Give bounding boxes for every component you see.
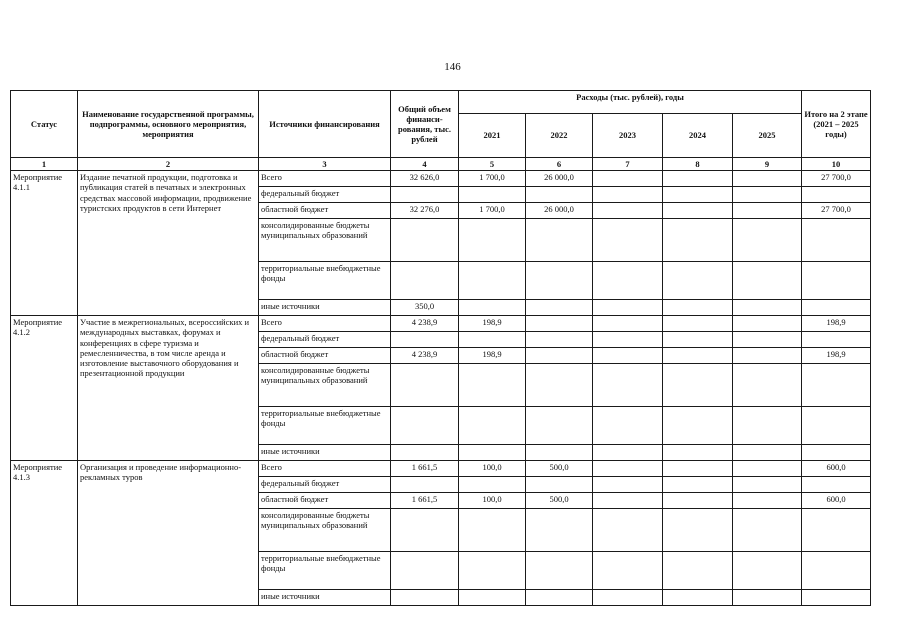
- amount-y2023: [593, 461, 663, 477]
- amount-y2022: [526, 219, 593, 262]
- amount-y2021: [459, 590, 526, 606]
- amount-y2021: [459, 300, 526, 316]
- header-year: 2022: [526, 114, 593, 158]
- amount-y2023: [593, 300, 663, 316]
- column-number: 5: [459, 158, 526, 171]
- header-year: 2024: [663, 114, 733, 158]
- funding-source: Всего: [259, 171, 391, 187]
- table-row: [11, 316, 871, 332]
- amount-y2025: [733, 552, 802, 590]
- column-number: 4: [391, 158, 459, 171]
- amount-y2023: [593, 262, 663, 300]
- table-body: [11, 171, 871, 606]
- funding-source: Всего: [259, 461, 391, 477]
- amount-y2023: [593, 219, 663, 262]
- header-name: Наименование государственной программы, подпрограммы, основного мероприятия, мероприятия: [78, 91, 259, 158]
- funding-source: федеральный бюджет: [259, 332, 391, 348]
- amount-y2025: [733, 300, 802, 316]
- amount-y2021: 1 700,0: [459, 171, 526, 187]
- amount-y2025: [733, 493, 802, 509]
- amount-y2022: [526, 187, 593, 203]
- header-year: 2025: [733, 114, 802, 158]
- amount-y2022: [526, 300, 593, 316]
- amount-stage: [802, 187, 871, 203]
- amount-y2023: [593, 316, 663, 332]
- header-status: Статус: [11, 91, 78, 158]
- amount-stage: 27 700,0: [802, 171, 871, 187]
- amount-y2023: [593, 332, 663, 348]
- amount-y2022: [526, 407, 593, 445]
- amount-y2021: [459, 445, 526, 461]
- amount-y2025: [733, 171, 802, 187]
- amount-y2022: [526, 262, 593, 300]
- amount-total: [391, 262, 459, 300]
- amount-y2022: [526, 348, 593, 364]
- amount-y2025: [733, 348, 802, 364]
- amount-stage: [802, 590, 871, 606]
- amount-y2024: [663, 203, 733, 219]
- amount-y2025: [733, 407, 802, 445]
- funding-source: областной бюджет: [259, 348, 391, 364]
- funding-source: территориальные внебюджетные фонды: [259, 552, 391, 590]
- funding-source: территориальные внебюджетные фонды: [259, 262, 391, 300]
- amount-y2024: [663, 316, 733, 332]
- amount-y2021: [459, 364, 526, 407]
- amount-y2025: [733, 187, 802, 203]
- amount-y2025: [733, 219, 802, 262]
- amount-total: [391, 332, 459, 348]
- amount-y2024: [663, 187, 733, 203]
- column-number: 9: [733, 158, 802, 171]
- amount-total: 32 626,0: [391, 171, 459, 187]
- funding-source: территориальные внебюджетные фонды: [259, 407, 391, 445]
- amount-stage: [802, 445, 871, 461]
- amount-total: [391, 590, 459, 606]
- page-number: 146: [444, 61, 461, 73]
- measure-status: Мероприятие 4.1.3: [11, 461, 78, 606]
- amount-y2023: [593, 552, 663, 590]
- amount-y2022: 500,0: [526, 493, 593, 509]
- amount-y2024: [663, 348, 733, 364]
- amount-y2021: 100,0: [459, 493, 526, 509]
- amount-y2024: [663, 509, 733, 552]
- amount-total: 4 238,9: [391, 348, 459, 364]
- column-number: 10: [802, 158, 871, 171]
- amount-y2024: [663, 262, 733, 300]
- amount-y2021: [459, 477, 526, 493]
- header-year: 2021: [459, 114, 526, 158]
- measure-name: Издание печатной продукции, подготовка и публикация статей в печатных и электронных средствах массовой информации, продвижение туристских продуктов в сети Интернет: [78, 171, 259, 316]
- header-total-volume: Общий объем финанси-рования, тыс. рублей: [391, 91, 459, 158]
- amount-total: [391, 364, 459, 407]
- amount-stage: [802, 407, 871, 445]
- financing-table: [10, 90, 871, 606]
- amount-y2023: [593, 364, 663, 407]
- column-number: 2: [78, 158, 259, 171]
- amount-stage: 27 700,0: [802, 203, 871, 219]
- amount-y2021: [459, 552, 526, 590]
- amount-y2023: [593, 187, 663, 203]
- amount-y2025: [733, 364, 802, 407]
- column-number: 1: [11, 158, 78, 171]
- measure-name: Организация и проведение информационно-рекламных туров: [78, 461, 259, 606]
- amount-y2025: [733, 203, 802, 219]
- funding-source: консолидированные бюджеты муниципальных образований: [259, 364, 391, 407]
- funding-source: Всего: [259, 316, 391, 332]
- funding-source: федеральный бюджет: [259, 187, 391, 203]
- amount-y2022: [526, 477, 593, 493]
- amount-y2021: [459, 407, 526, 445]
- funding-source: областной бюджет: [259, 493, 391, 509]
- measure-status: Мероприятие 4.1.1: [11, 171, 78, 316]
- amount-y2024: [663, 590, 733, 606]
- amount-y2022: [526, 590, 593, 606]
- amount-y2025: [733, 590, 802, 606]
- amount-total: [391, 509, 459, 552]
- amount-y2022: 26 000,0: [526, 203, 593, 219]
- funding-source: федеральный бюджет: [259, 477, 391, 493]
- amount-y2023: [593, 203, 663, 219]
- funding-source: иные источники: [259, 300, 391, 316]
- amount-y2021: [459, 262, 526, 300]
- amount-total: [391, 477, 459, 493]
- amount-y2021: 100,0: [459, 461, 526, 477]
- amount-y2022: [526, 552, 593, 590]
- amount-y2023: [593, 590, 663, 606]
- amount-stage: [802, 332, 871, 348]
- amount-y2023: [593, 407, 663, 445]
- amount-y2022: [526, 364, 593, 407]
- amount-stage: 198,9: [802, 316, 871, 332]
- header-year: 2023: [593, 114, 663, 158]
- header-expenses: Расходы (тыс. рублей), годы: [459, 91, 802, 114]
- table-row: [11, 171, 871, 187]
- amount-y2024: [663, 445, 733, 461]
- amount-y2025: [733, 445, 802, 461]
- measure-name: Участие в межрегиональных, всероссийских и международных выставках, форумах и конференциях в сфере туризма и ремесленничества, в том числе аренда и изготовление выставочного оборудования и презентационной продукции: [78, 316, 259, 461]
- amount-total: 350,0: [391, 300, 459, 316]
- amount-stage: [802, 300, 871, 316]
- funding-source: консолидированные бюджеты муниципальных образований: [259, 219, 391, 262]
- amount-total: [391, 445, 459, 461]
- amount-y2025: [733, 262, 802, 300]
- amount-y2021: 198,9: [459, 348, 526, 364]
- amount-y2025: [733, 461, 802, 477]
- amount-stage: [802, 477, 871, 493]
- amount-y2023: [593, 171, 663, 187]
- funding-source: иные источники: [259, 445, 391, 461]
- column-number: 8: [663, 158, 733, 171]
- funding-source: консолидированные бюджеты муниципальных образований: [259, 509, 391, 552]
- column-number: 3: [259, 158, 391, 171]
- amount-y2023: [593, 348, 663, 364]
- amount-y2021: 1 700,0: [459, 203, 526, 219]
- amount-y2024: [663, 364, 733, 407]
- amount-y2022: 26 000,0: [526, 171, 593, 187]
- amount-y2021: [459, 219, 526, 262]
- amount-y2024: [663, 552, 733, 590]
- amount-stage: [802, 552, 871, 590]
- amount-y2021: [459, 187, 526, 203]
- amount-y2021: [459, 332, 526, 348]
- amount-y2025: [733, 332, 802, 348]
- column-number: 7: [593, 158, 663, 171]
- amount-stage: 600,0: [802, 461, 871, 477]
- amount-y2025: [733, 477, 802, 493]
- amount-y2024: [663, 407, 733, 445]
- amount-total: [391, 552, 459, 590]
- amount-y2023: [593, 509, 663, 552]
- amount-y2024: [663, 493, 733, 509]
- amount-y2022: [526, 316, 593, 332]
- amount-y2022: [526, 509, 593, 552]
- amount-total: 1 661,5: [391, 461, 459, 477]
- amount-total: [391, 407, 459, 445]
- amount-y2022: [526, 332, 593, 348]
- funding-source: областной бюджет: [259, 203, 391, 219]
- amount-stage: [802, 262, 871, 300]
- amount-y2022: 500,0: [526, 461, 593, 477]
- amount-y2025: [733, 509, 802, 552]
- amount-total: [391, 187, 459, 203]
- amount-y2022: [526, 445, 593, 461]
- amount-y2024: [663, 332, 733, 348]
- amount-stage: 600,0: [802, 493, 871, 509]
- amount-y2024: [663, 219, 733, 262]
- amount-stage: 198,9: [802, 348, 871, 364]
- amount-y2024: [663, 461, 733, 477]
- amount-y2023: [593, 477, 663, 493]
- amount-y2025: [733, 316, 802, 332]
- amount-total: 4 238,9: [391, 316, 459, 332]
- amount-stage: [802, 219, 871, 262]
- funding-source: иные источники: [259, 590, 391, 606]
- measure-status: Мероприятие 4.1.2: [11, 316, 78, 461]
- amount-total: 1 661,5: [391, 493, 459, 509]
- amount-y2024: [663, 300, 733, 316]
- amount-y2023: [593, 445, 663, 461]
- amount-y2024: [663, 171, 733, 187]
- amount-y2023: [593, 493, 663, 509]
- amount-total: [391, 219, 459, 262]
- table-row: [11, 461, 871, 477]
- amount-y2024: [663, 477, 733, 493]
- header-sources: Источники финансирования: [259, 91, 391, 158]
- amount-total: 32 276,0: [391, 203, 459, 219]
- amount-stage: [802, 364, 871, 407]
- column-number: 6: [526, 158, 593, 171]
- amount-y2021: 198,9: [459, 316, 526, 332]
- amount-stage: [802, 509, 871, 552]
- header-stage-total: Итого на 2 этапе (2021 – 2025 годы): [802, 91, 871, 158]
- amount-y2021: [459, 509, 526, 552]
